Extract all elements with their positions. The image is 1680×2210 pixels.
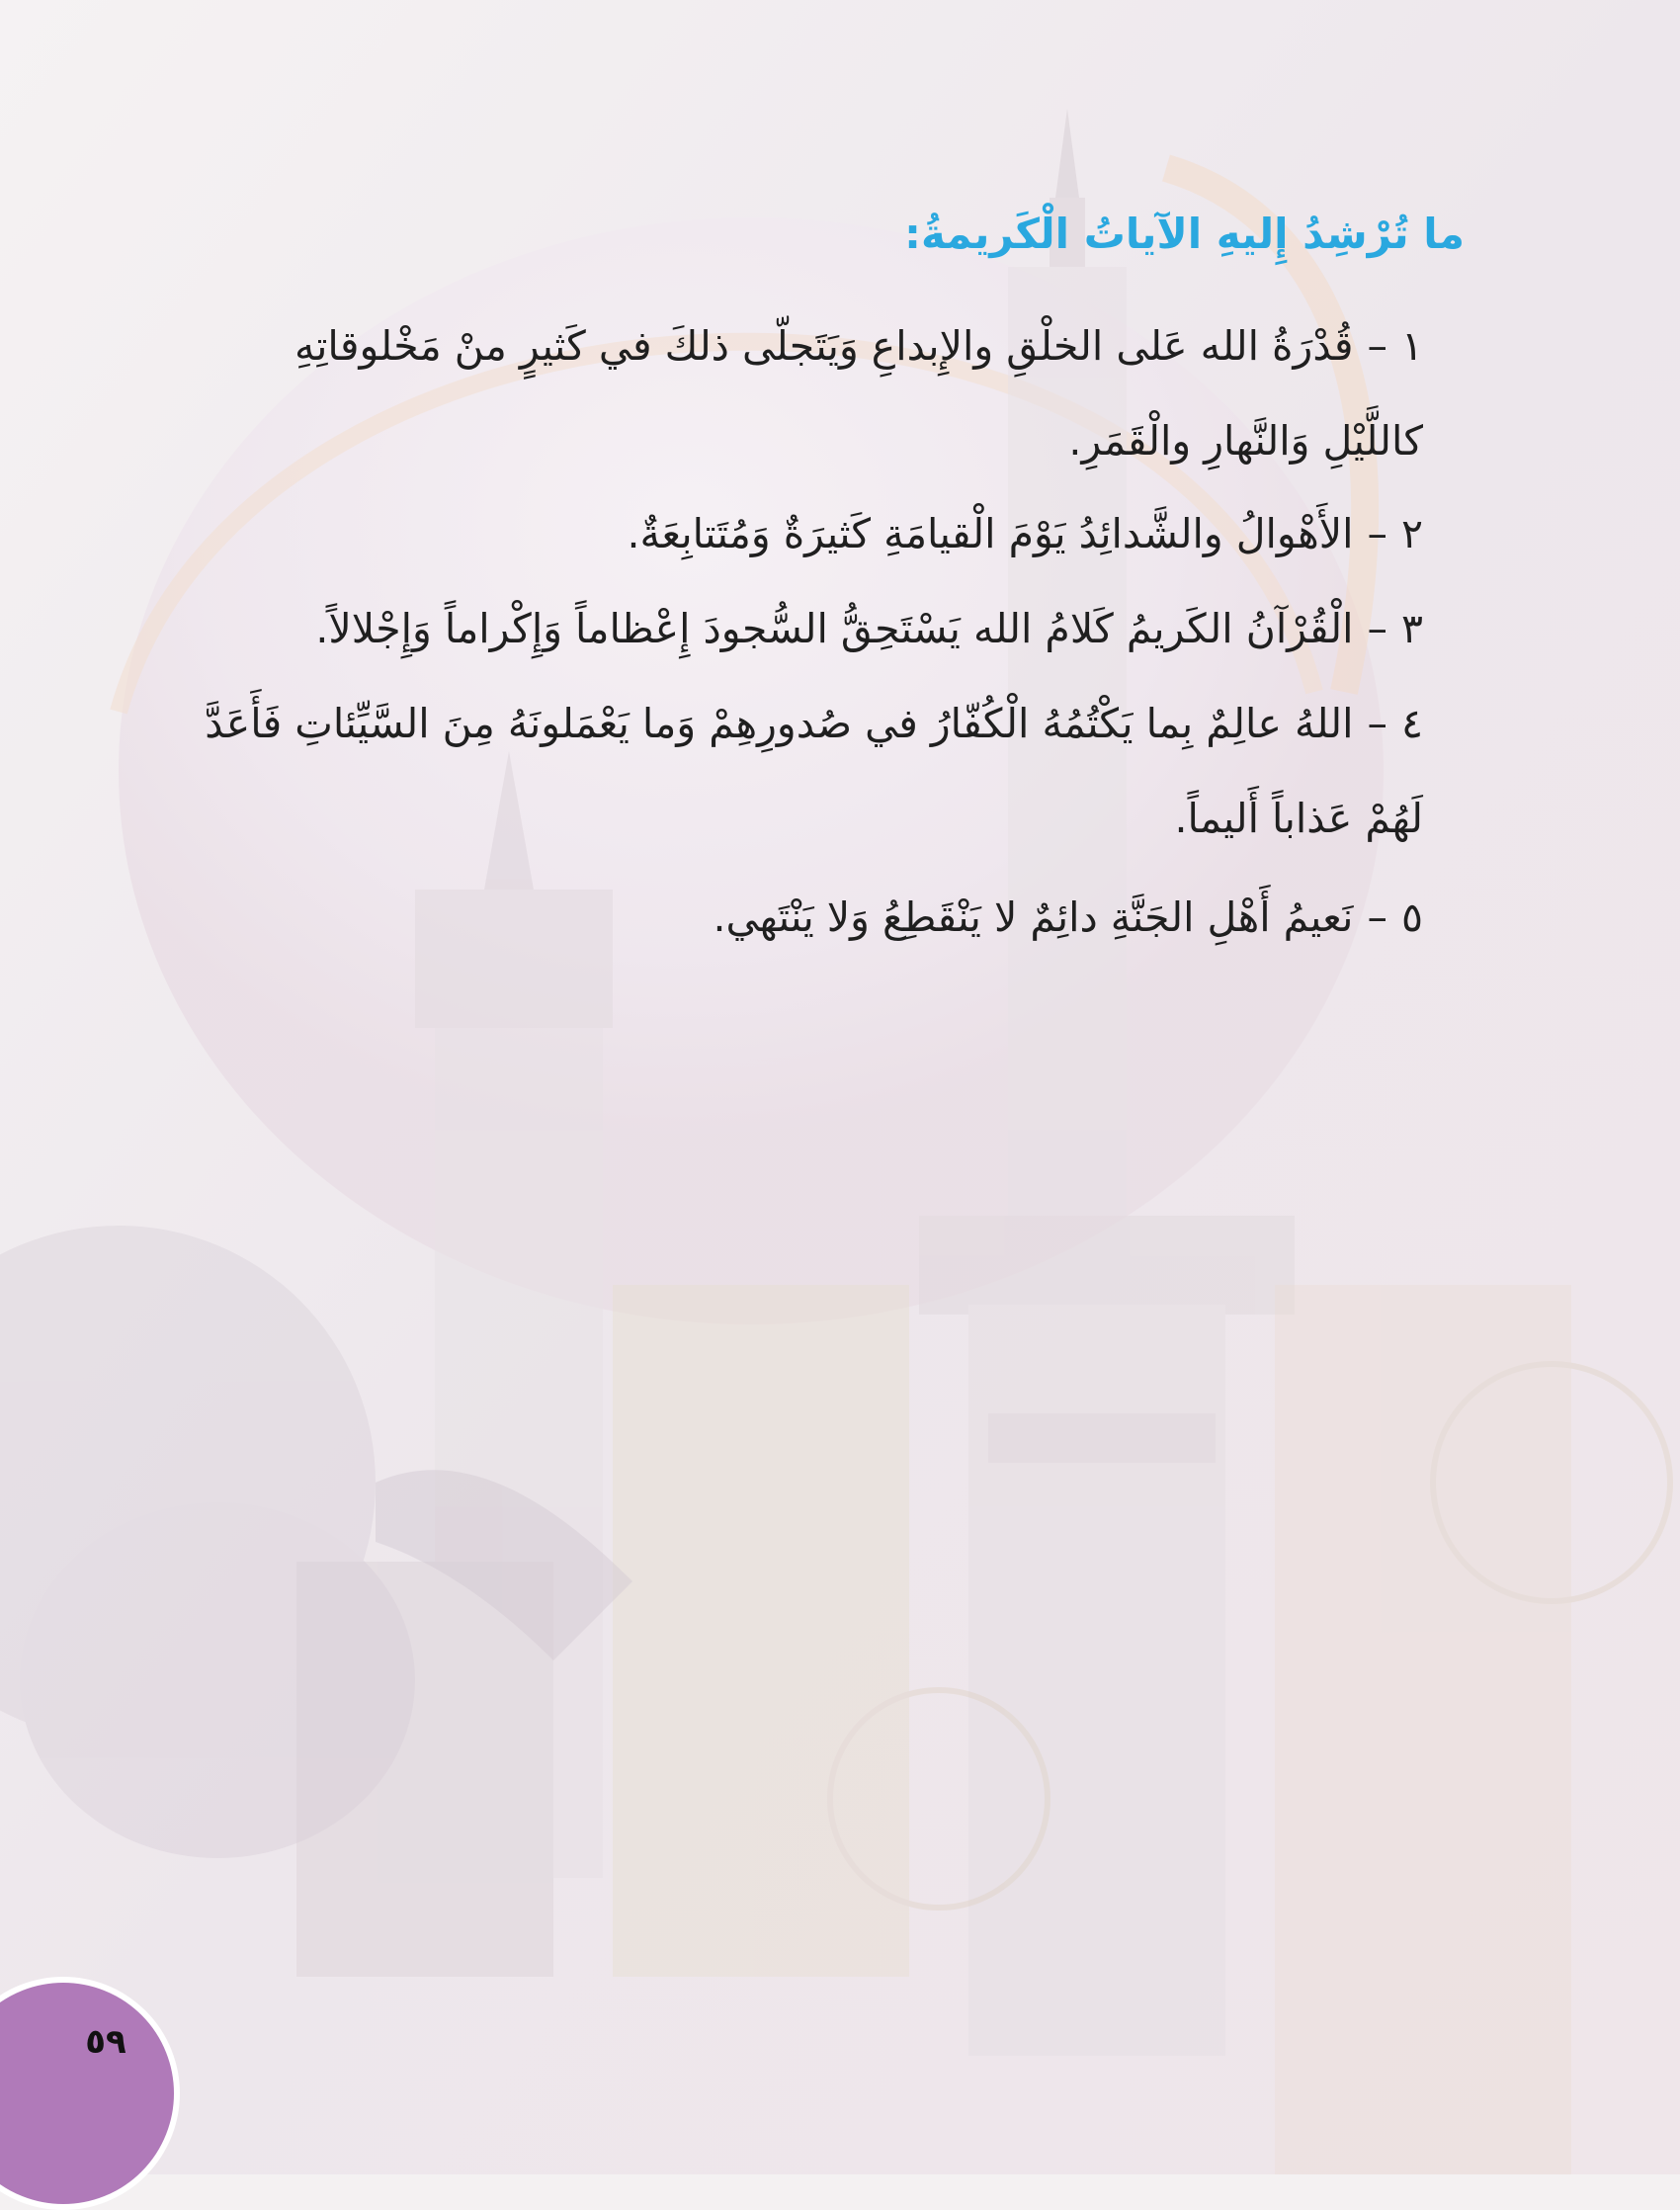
dash-separator: – [1367, 605, 1387, 652]
list-item [188, 870, 1423, 965]
list-item-number: ٤ [1400, 700, 1423, 747]
page-number: ٥٩ [85, 2022, 126, 2062]
dash-separator: – [1367, 700, 1387, 747]
list-item-text: الْقُرْآنُ الكَريمُ كَلامُ الله يَسْتَحِقُّ السُّجودَ إِعْظاماً وَإِكْراماً وَإِجْلالاً. [315, 605, 1354, 652]
page-number-badge [0, 1977, 180, 2210]
section-heading: ما تُرْشِدُ إِليهِ الآياتُ الْكَريمةُ: [904, 210, 1465, 258]
list-item-number: ٣ [1400, 605, 1423, 652]
list-item-number: ٥ [1400, 893, 1423, 941]
dash-separator: – [1367, 510, 1387, 557]
list-item-text: الأَهْوالُ والشَّدائِدُ يَوْمَ الْقيامَةِ كَثيرَةٌ وَمُتَتابِعَةٌ. [627, 510, 1354, 557]
list-item-number: ١ [1400, 322, 1423, 370]
list-item-text: قُدْرَةُ الله عَلى الخلْقِ والإِبداعِ وَيَتَجلّى ذلكَ في كَثيرٍ منْ مَخْلوقاتِهِ كاللَّيْلِ وَالنَّهارِ والْقَمَرِ. [294, 322, 1423, 465]
list-item-text: اللهُ عالِمٌ بِما يَكْتُمُهُ الْكُفّارُ في صُدورِهِمْ وَما يَعْمَلونَهُ مِنَ السَّيِّئاتِ فَأَعَدَّ لَهُمْ عَذاباً أَليماً. [205, 700, 1423, 842]
list-item [188, 486, 1423, 581]
list-item [188, 676, 1423, 866]
list-item [188, 298, 1423, 488]
dash-separator: – [1367, 893, 1387, 941]
list-item [188, 581, 1423, 676]
dash-separator: – [1367, 322, 1387, 370]
list-item-number: ٢ [1400, 510, 1423, 557]
list-item-text: نَعيمُ أَهْلِ الجَنَّةِ دائِمٌ لا يَنْقَطِعُ وَلا يَنْتَهي. [713, 893, 1354, 941]
